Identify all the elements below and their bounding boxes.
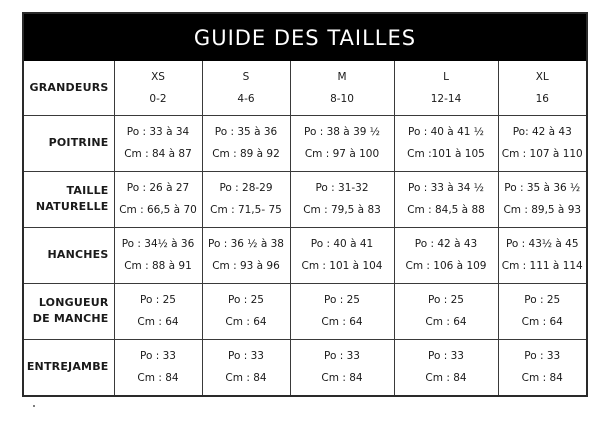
cm-value: Cm : 84 à 87 [124, 148, 192, 160]
stray-dot [33, 405, 35, 407]
row-label [24, 339, 114, 395]
row-label-line: DE MANCHE [32, 312, 109, 325]
cm-value: Cm : 89,5 à 93 [503, 204, 582, 216]
cm-value: Cm : 84 [225, 372, 267, 385]
measurement-cell [202, 171, 290, 227]
cm-value: Cm : 84 [321, 372, 363, 385]
size-guide-table [22, 12, 588, 397]
size-header-row [24, 61, 586, 115]
table-row [24, 171, 586, 227]
size-header-xl [498, 61, 586, 115]
inches-value: Po : 25 [428, 294, 464, 306]
measurement-cell [394, 115, 498, 171]
inches-value: Po : 33 à 34 [126, 126, 190, 138]
cm-value: Cm : 106 à 109 [405, 260, 487, 272]
measurement-cell [202, 227, 290, 283]
measurement-cell [498, 115, 586, 171]
row-label-line: TAILLE [66, 184, 109, 197]
measurement-cell [202, 115, 290, 171]
cm-value: Cm : 64 [225, 316, 267, 328]
table-row [24, 115, 586, 171]
inches-value: Po : 38 à 39 ½ [304, 126, 380, 138]
size-range: 12-14 [430, 92, 462, 105]
cm-value: Cm : 64 [521, 316, 563, 328]
cm-value: Cm : 107 à 110 [501, 148, 583, 160]
measurement-cell [114, 227, 202, 283]
row-label [24, 283, 114, 339]
cm-value: Cm : 66,5 à 70 [119, 204, 197, 216]
size-header-xs [114, 61, 202, 115]
size-range: 8-10 [330, 92, 354, 105]
row-label-line: HANCHES [47, 248, 109, 261]
measurement-cell [394, 283, 498, 339]
measurement-cell [290, 115, 394, 171]
cm-value: Cm : 64 [425, 316, 467, 328]
inches-value: Po : 33 [140, 350, 176, 363]
size-name: XS [151, 70, 165, 83]
inches-value: Po : 33 à 34 ½ [408, 182, 484, 194]
size-range: 0-2 [149, 92, 167, 105]
table-row [24, 283, 586, 339]
inches-value: Po : 25 [140, 294, 176, 306]
table-row [24, 227, 586, 283]
cm-value: Cm : 97 à 100 [304, 148, 380, 160]
measurement-cell [202, 339, 290, 395]
inches-value: Po : 31-32 [315, 182, 369, 194]
cm-value: Cm : 101 à 104 [301, 260, 383, 272]
inches-value: Po : 25 [228, 294, 264, 306]
inches-value: Po : 35 à 36 ½ [504, 182, 581, 194]
table-title: GUIDE DES TAILLES [24, 14, 586, 61]
cm-value: Cm : 84 [137, 372, 179, 385]
measurement-cell [114, 171, 202, 227]
size-header-m [290, 61, 394, 115]
inches-value: Po : 42 à 43 [414, 238, 478, 250]
cm-value: Cm : 84,5 à 88 [407, 204, 485, 216]
size-name: XL [535, 70, 549, 83]
inches-value: Po : 40 à 41 ½ [408, 126, 484, 138]
row-label [24, 171, 114, 227]
measurement-cell [498, 339, 586, 395]
measurement-cell [290, 339, 394, 395]
measurement-cell [394, 339, 498, 395]
table-row [24, 339, 586, 395]
measurement-cell [114, 339, 202, 395]
measurement-cell [114, 115, 202, 171]
inches-value: Po : 33 [524, 350, 561, 363]
row-label-line: POITRINE [48, 136, 109, 149]
cm-value: Cm : 84 [425, 372, 467, 385]
size-grid-body [24, 61, 586, 395]
row-label-line: LONGUEUR [38, 296, 109, 309]
measurement-cell [290, 171, 394, 227]
inches-value: Po : 26 à 27 [126, 182, 190, 194]
size-grid [24, 61, 586, 395]
measurement-cell [394, 171, 498, 227]
inches-value: Po : 40 à 41 [310, 238, 374, 250]
inches-value: Po : 25 [524, 294, 561, 306]
cm-value: Cm : 93 à 96 [212, 260, 280, 272]
inches-value: Po : 25 [324, 294, 360, 306]
cm-value: Cm : 64 [137, 316, 179, 328]
inches-value: Po : 36 ½ à 38 [208, 238, 284, 250]
cm-value: Cm : 79,5 à 83 [303, 204, 381, 216]
row-label [24, 115, 114, 171]
measurement-cell [202, 283, 290, 339]
inches-value: Po : 28-29 [219, 182, 273, 194]
size-name: L [443, 70, 449, 83]
size-range: 16 [535, 92, 549, 105]
cm-value: Cm : 89 à 92 [212, 148, 280, 160]
inches-value: Po: 42 à 43 [512, 126, 572, 138]
size-range: 4-6 [237, 92, 255, 105]
measurement-cell [498, 283, 586, 339]
row-label [24, 227, 114, 283]
measurement-cell [498, 227, 586, 283]
measurement-cell [394, 227, 498, 283]
size-name: S [242, 70, 250, 83]
inches-value: Po : 35 à 36 [214, 126, 278, 138]
size-header-s [202, 61, 290, 115]
inches-value: Po : 33 [324, 350, 360, 363]
inches-value: Po : 33 [428, 350, 464, 363]
cm-value: Cm : 84 [521, 372, 563, 385]
cm-value: Cm : 71,5- 75 [210, 204, 282, 216]
row-label-line: NATURELLE [35, 200, 109, 213]
measurement-cell [290, 227, 394, 283]
cm-value: Cm : 111 à 114 [501, 260, 583, 272]
cm-value: Cm : 88 à 91 [124, 260, 192, 272]
size-name: M [337, 70, 347, 83]
cm-value: Cm :101 à 105 [407, 148, 485, 160]
cm-value: Cm : 64 [321, 316, 363, 328]
inches-value: Po : 43½ à 45 [505, 238, 579, 250]
measurement-cell [498, 171, 586, 227]
measurement-cell [290, 283, 394, 339]
header-label: GRANDEURS [24, 61, 114, 115]
measurement-cell [114, 283, 202, 339]
row-label-line: ENTREJAMBE [26, 360, 109, 374]
inches-value: Po : 33 [228, 350, 264, 363]
inches-value: Po : 34½ à 36 [121, 238, 195, 250]
size-header-l [394, 61, 498, 115]
